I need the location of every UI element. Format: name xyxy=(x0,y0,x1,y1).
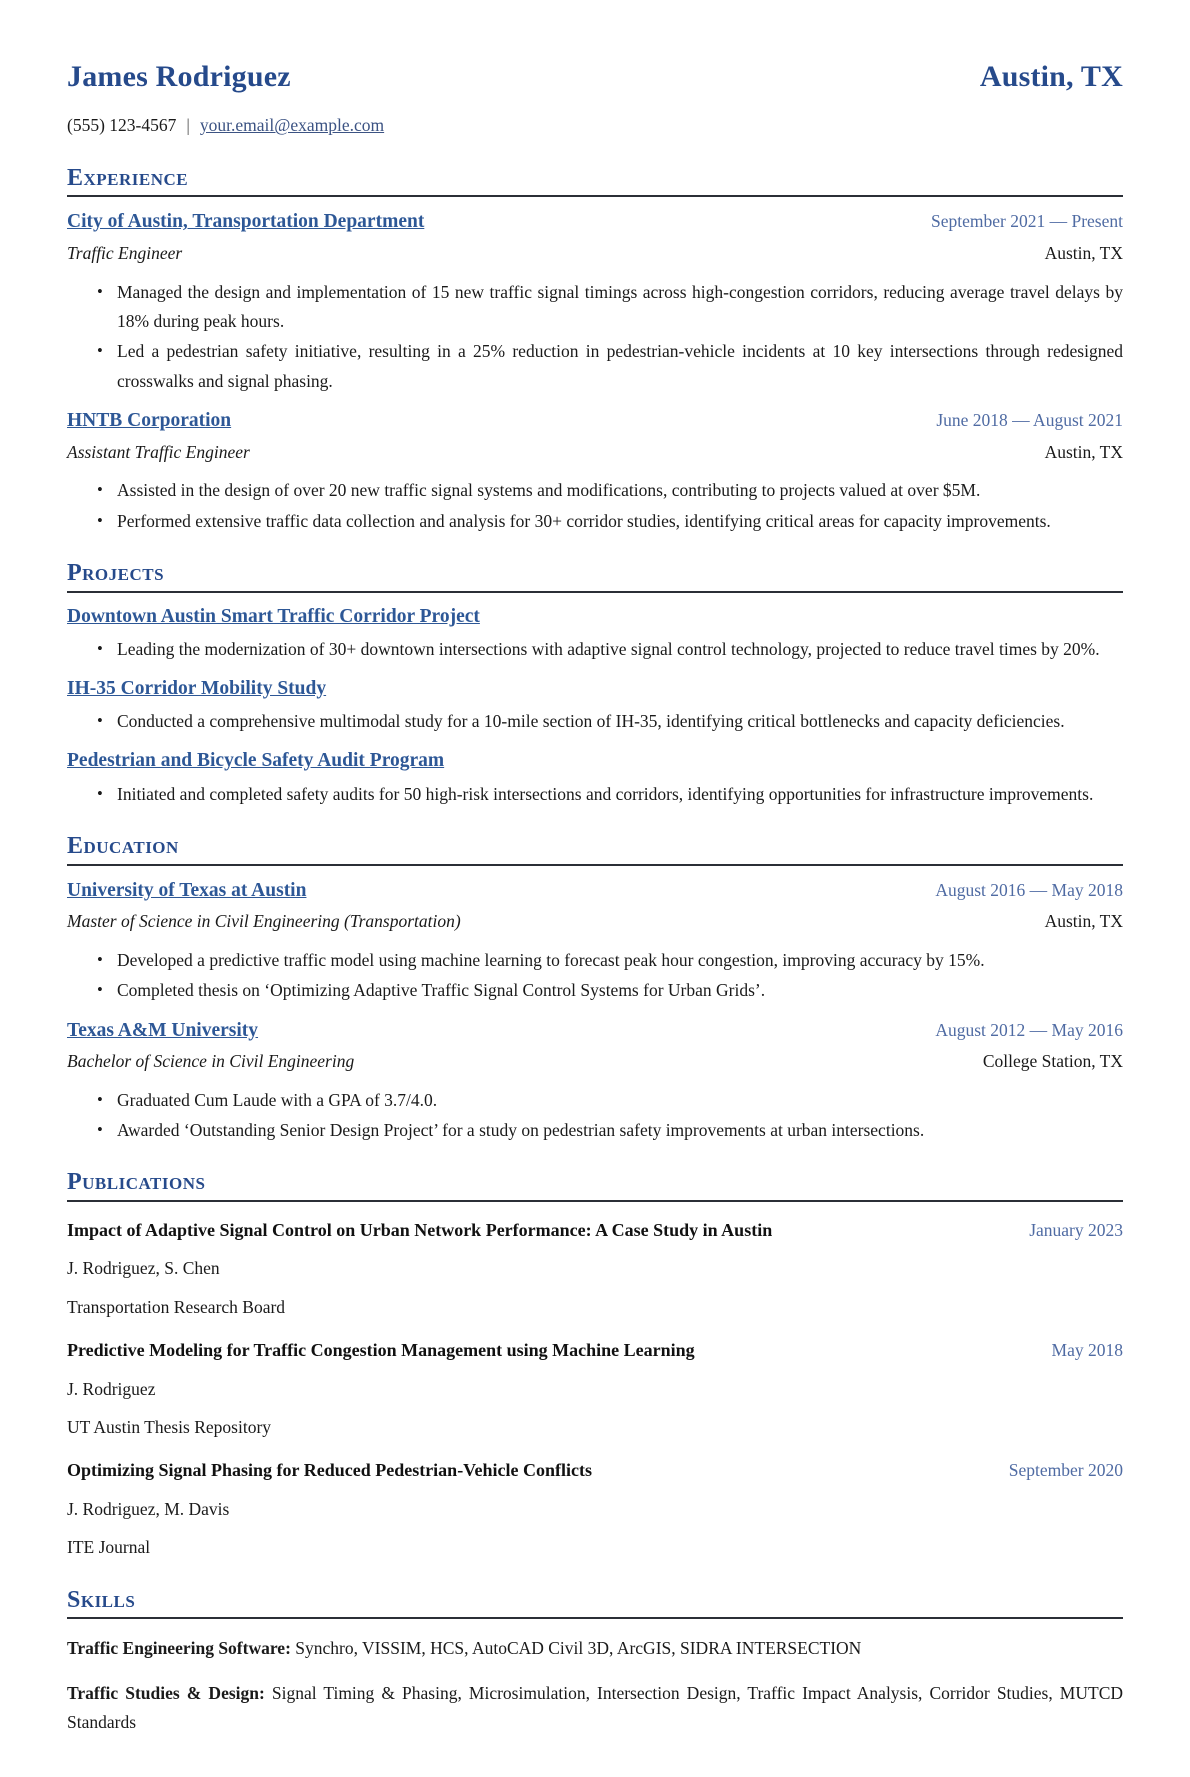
bullet-list xyxy=(67,707,1123,736)
project-title-link[interactable]: Pedestrian and Bicycle Safety Audit Program xyxy=(67,749,445,771)
publication-date: January 2023 xyxy=(1029,1220,1123,1241)
project-entry xyxy=(67,673,1123,737)
header-location: Austin, TX xyxy=(979,60,1123,93)
entry-header-row xyxy=(67,405,1123,438)
publication-header-row xyxy=(67,1335,1123,1365)
project-title-link[interactable]: IH-35 Corridor Mobility Study xyxy=(67,677,327,699)
school-link[interactable]: University of Texas at Austin xyxy=(67,879,307,901)
entry-location: Austin, TX xyxy=(1044,243,1123,264)
bullet-list xyxy=(67,780,1123,809)
bullet-list xyxy=(67,635,1123,664)
company-link[interactable]: City of Austin, Transportation Department xyxy=(67,211,425,233)
person-name: James Rodriguez xyxy=(67,60,291,93)
publication-title: Optimizing Signal Phasing for Reduced Pedestrian-Vehicle Conflicts xyxy=(67,1460,593,1481)
entry-header-row xyxy=(67,1015,1123,1048)
skill-values: Synchro, VISSIM, HCS, AutoCAD Civil 3D, ArcGIS, SIDRA INTERSECTION xyxy=(290,1638,862,1659)
entry-header-row xyxy=(67,875,1123,908)
bullet-list xyxy=(67,278,1123,397)
entry-header-row xyxy=(67,206,1123,239)
contact-separator: | xyxy=(186,115,190,136)
section-title-experience: Experience xyxy=(67,165,1123,198)
publication-venue: UT Austin Thesis Repository xyxy=(67,1417,272,1437)
skill-category-label: Traffic Engineering Software: xyxy=(67,1638,291,1659)
bullet-list xyxy=(67,476,1123,536)
entry-subheader-row xyxy=(67,1047,1123,1076)
project-entry xyxy=(67,745,1123,809)
bullet-item: • Assisted in the design of over 20 new traffic signal systems and modifications, contributing to projects valued at over $5M. xyxy=(67,476,1123,505)
bullet-item: • Initiated and completed safety audits for 50 high-risk intersections and corridors, identifying opportunities for infrastructure improvements. xyxy=(67,780,1123,809)
experience-entry xyxy=(67,206,1123,396)
experience-entry xyxy=(67,405,1123,536)
job-title: Traffic Engineer xyxy=(67,243,183,264)
publication-authors: J. Rodriguez, S. Chen xyxy=(67,1258,220,1279)
publication-header-row xyxy=(67,1215,1123,1245)
bullet-item: • Developed a predictive traffic model using machine learning to forecast peak hour congestion, improving accuracy by 15%. xyxy=(67,946,1123,975)
bullet-item: • Performed extensive traffic data collection and analysis for 30+ corridor studies, identifying critical areas for capacity improvements. xyxy=(67,507,1123,536)
school-link[interactable]: Texas A&M University xyxy=(67,1019,259,1041)
project-title-link[interactable]: Downtown Austin Smart Traffic Corridor Project xyxy=(67,605,480,627)
bullet-item: • Conducted a comprehensive multimodal study for a 10-mile section of IH-35, identifying critical bottlenecks and capacity deficiencies. xyxy=(67,707,1123,736)
skill-category-label: Traffic Studies & Design: xyxy=(67,1682,265,1703)
bullet-item: • Awarded ‘Outstanding Senior Design Project’ for a study on pedestrian safety improvements at urban intersections. xyxy=(67,1116,1123,1145)
entry-dates: June 2018 — August 2021 xyxy=(936,410,1123,431)
degree-title: Master of Science in Civil Engineering (Transportation) xyxy=(67,911,461,932)
job-title: Assistant Traffic Engineer xyxy=(67,441,250,462)
bullet-list xyxy=(67,1086,1123,1146)
entry-subheader-row xyxy=(67,438,1123,467)
publication-entry xyxy=(67,1335,1123,1442)
entry-subheader-row xyxy=(67,239,1123,268)
entry-location: Austin, TX xyxy=(1044,911,1123,932)
publication-venue: ITE Journal xyxy=(67,1537,151,1558)
bullet-item: • Leading the modernization of 30+ downtown intersections with adaptive signal control technology, projected to reduce travel times by 20%. xyxy=(67,635,1123,664)
section-publications xyxy=(67,1169,1123,1562)
bullet-item: • Led a pedestrian safety initiative, resulting in a 25% reduction in pedestrian-vehicle incidents at 10 key intersections through redesigned crosswalks and signal phasing. xyxy=(67,337,1123,396)
entry-dates: September 2021 — Present xyxy=(931,211,1123,232)
email-link[interactable]: your.email@example.com xyxy=(199,115,385,136)
section-skills xyxy=(67,1587,1123,1738)
publication-entry xyxy=(67,1455,1123,1562)
skill-line xyxy=(67,1634,1123,1663)
entry-dates: August 2016 — May 2018 xyxy=(935,879,1123,900)
section-title-projects: Projects xyxy=(67,560,1123,593)
publication-title: Impact of Adaptive Signal Control on Urban Network Performance: A Case Study in Austin xyxy=(67,1220,773,1241)
education-entry xyxy=(67,875,1123,1006)
company-link[interactable]: HNTB Corporation xyxy=(67,410,232,432)
publication-title: Predictive Modeling for Traffic Congestion Management using Machine Learning xyxy=(67,1340,695,1361)
contact-line xyxy=(67,111,1123,140)
publication-venue: Transportation Research Board xyxy=(67,1296,286,1317)
entry-dates: August 2012 — May 2016 xyxy=(935,1019,1123,1040)
section-title-skills: Skills xyxy=(67,1587,1123,1620)
resume-header xyxy=(67,52,1123,141)
section-education xyxy=(67,833,1123,1145)
education-entry xyxy=(67,1015,1123,1146)
degree-title: Bachelor of Science in Civil Engineering xyxy=(67,1051,355,1072)
section-projects xyxy=(67,560,1123,809)
skill-values: Signal Timing & Phasing, Microsimulation, Intersection Design, Traffic Impact Analysis, Corridor Studies, MUTCD Standards xyxy=(67,1682,1123,1732)
publication-date: May 2018 xyxy=(1051,1340,1123,1361)
project-entry xyxy=(67,601,1123,665)
bullet-item: • Managed the design and implementation of 15 new traffic signal timings across high-congestion corridors, reducing average travel delays by 18% during peak hours. xyxy=(67,278,1123,337)
publication-authors: J. Rodriguez, M. Davis xyxy=(67,1498,230,1519)
bullet-item: • Graduated Cum Laude with a GPA of 3.7/4.0. xyxy=(67,1086,1123,1115)
bullet-list xyxy=(67,946,1123,1006)
bullet-item: • Completed thesis on ‘Optimizing Adaptive Traffic Signal Control Systems for Urban Grids’. xyxy=(67,976,1123,1005)
publication-authors: J. Rodriguez xyxy=(67,1378,156,1399)
name-row xyxy=(67,52,1123,102)
phone-number: (555) 123-4567 xyxy=(67,115,177,136)
section-title-education: Education xyxy=(67,833,1123,866)
entry-location: College Station, TX xyxy=(982,1051,1123,1072)
section-experience xyxy=(67,165,1123,536)
publication-header-row xyxy=(67,1455,1123,1485)
entry-subheader-row xyxy=(67,907,1123,936)
entry-location: Austin, TX xyxy=(1044,441,1123,462)
publication-entry xyxy=(67,1215,1123,1322)
section-title-publications: Publications xyxy=(67,1169,1123,1202)
publication-date: September 2020 xyxy=(1008,1460,1123,1481)
skill-line xyxy=(67,1679,1123,1738)
